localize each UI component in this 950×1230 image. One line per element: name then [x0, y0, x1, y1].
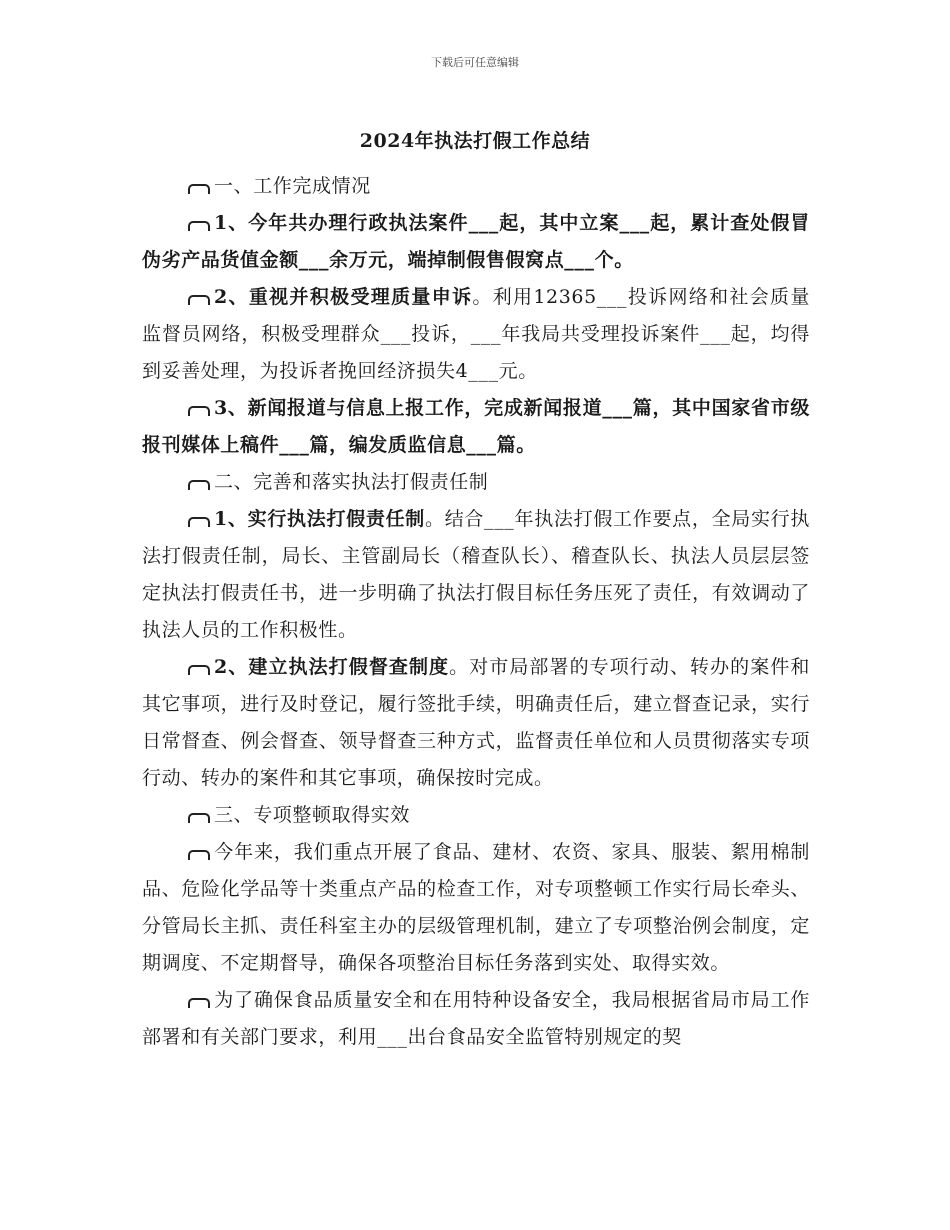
section-heading-3: 三、专项整顿取得实效 — [142, 797, 810, 834]
paragraph-news: 3、新闻报道与信息上报工作，完成新闻报道___篇，其中国家省市级报刊媒体上稿件___篇，编发质监信息___篇。 — [142, 397, 810, 456]
document-title: 2024年执法打假工作总结 — [359, 130, 591, 152]
document-body — [142, 168, 810, 1056]
section-heading-1: 一、工作完成情况 — [142, 168, 810, 205]
paragraph-responsibility: 1、实行执法打假责任制。结合___年执法打假工作要点，全局实行执法打假责任制，局长、主管副局长（稽查队长）、稽查队长、执法人员层层签定执法打假责任书，进一步明确了执法打假目标任务压死了责任，有效调动了执法人员的工作积极性。 — [142, 508, 810, 641]
paragraph-complaints: 2、重视并积极受理质量申诉。利用12365___投诉网络和社会质量监督员网络，积极受理群众___投诉，___年我局共受理投诉案件___起，均得到妥善处理，为投诉者挽回经济损失4___元。 — [142, 286, 810, 382]
paragraph-mark-icon — [188, 406, 210, 416]
paragraph-mark-icon — [188, 221, 210, 231]
paragraph-food-safety: 为了确保食品质量安全和在用特种设备安全，我局根据省局市局工作部署和有关部门要求，利用___出台食品安全监管特别规定的契 — [142, 989, 810, 1048]
paragraph-mark-icon — [188, 480, 210, 490]
paragraph-mark-icon — [188, 665, 210, 675]
paragraph-supervision: 2、建立执法打假督查制度。对市局部署的专项行动、转办的案件和其它事项，进行及时登记，履行签批手续，明确责任后，建立督查记录，实行日常督查、例会督查、领导督查三种方式，监督责任单位和人员贯彻落实专项行动、转办的案件和其它事项，确保按时完成。 — [142, 656, 810, 789]
page-header-note: 下载后可任意编辑 — [431, 56, 519, 69]
paragraph-mark-icon — [188, 813, 210, 823]
paragraph-special-rectification: 今年来，我们重点开展了食品、建材、农资、家具、服装、絮用棉制品、危险化学品等十类重点产品的检查工作，对专项整顿工作实行局长牵头、分管局长主抓、责任科室主办的层级管理机制，建立了专项整治例会制度，定期调度、不定期督导，确保各项整治目标任务落到实处、取得实效。 — [142, 841, 810, 974]
paragraph-mark-icon — [188, 517, 210, 527]
paragraph-mark-icon — [188, 184, 210, 194]
paragraph-mark-icon — [188, 850, 210, 860]
paragraph-mark-icon — [188, 998, 210, 1008]
paragraph-mark-icon — [188, 295, 210, 305]
section-heading-2: 二、完善和落实执法打假责任制 — [142, 464, 810, 501]
paragraph-case-stats: 1、今年共办理行政执法案件___起，其中立案___起，累计查处假冒伪劣产品货值金额___余万元，端掉制假售假窝点___个。 — [142, 212, 810, 271]
